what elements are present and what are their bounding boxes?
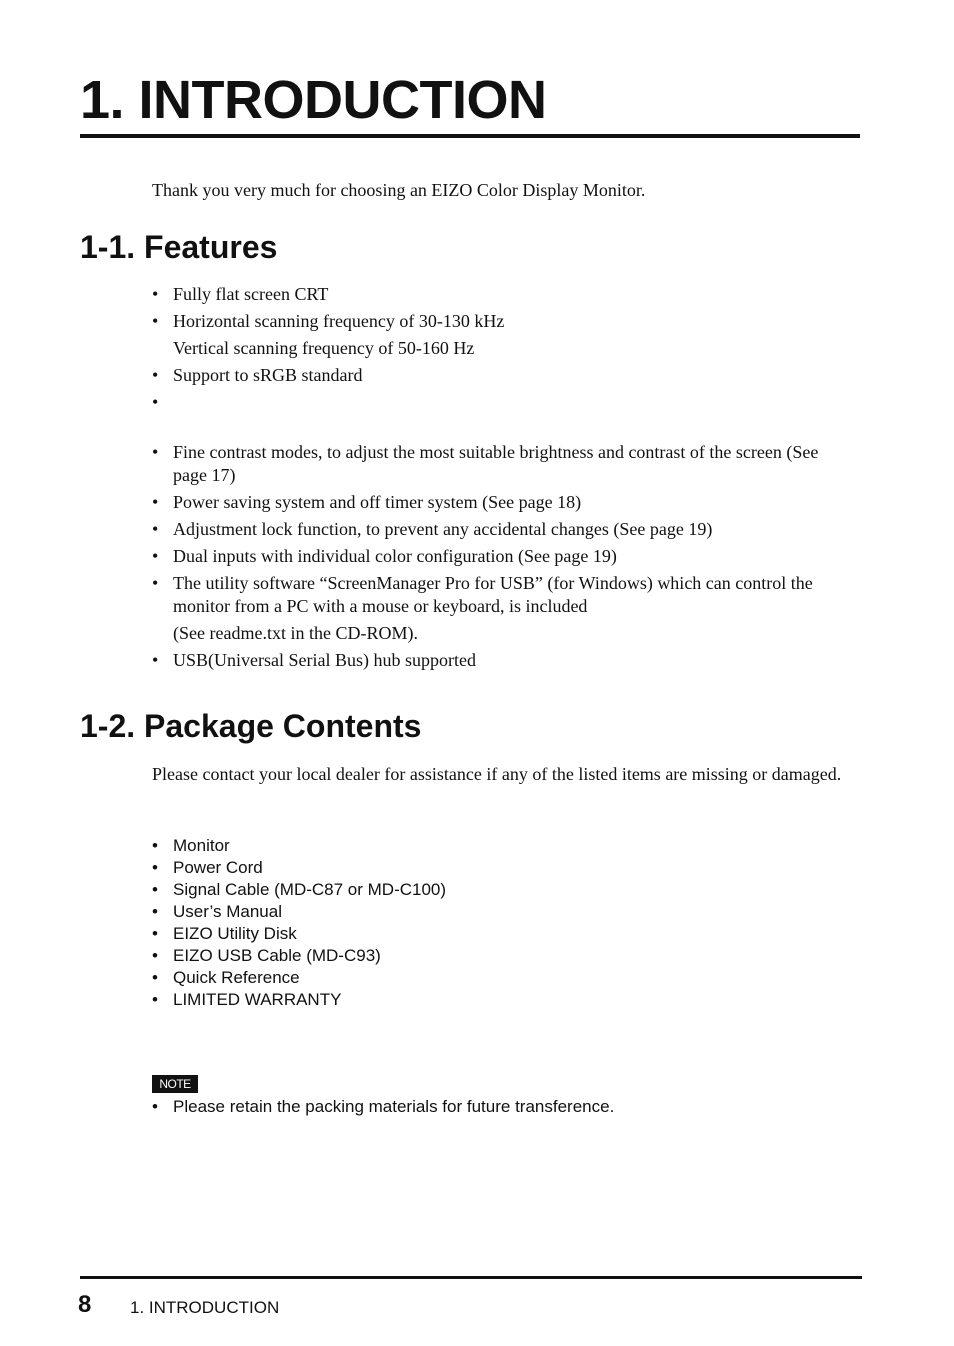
feature-item <box>152 545 842 568</box>
footer-chapter-label: 1. INTRODUCTION <box>130 1298 280 1317</box>
feature-text: Support to sRGB standard <box>173 365 363 385</box>
feature-item <box>152 364 842 387</box>
bullet-icon: • <box>152 442 159 462</box>
page-number: 8 <box>78 1291 92 1318</box>
package-item <box>152 923 446 945</box>
note-badge: NOTE <box>152 1075 198 1093</box>
feature-text: Power saving system and off timer system (See page 18) <box>173 492 582 512</box>
feature-text: Horizontal scanning frequency of 30-130 kHz <box>173 311 505 331</box>
bullet-icon: • <box>152 946 158 965</box>
feature-item <box>152 283 842 306</box>
bullet-icon: • <box>152 836 158 855</box>
bullet-icon: • <box>152 492 159 512</box>
package-item-text: EIZO USB Cable (MD-C93) <box>173 946 381 965</box>
feature-subtext: Vertical scanning frequency of 50-160 Hz <box>173 338 475 358</box>
feature-item <box>152 391 842 437</box>
feature-item <box>152 518 842 541</box>
chapter-title: 1. INTRODUCTION <box>80 68 860 138</box>
package-item <box>152 945 446 967</box>
package-item <box>152 879 446 901</box>
package-contents-list <box>152 835 446 1011</box>
package-item-text: EIZO Utility Disk <box>173 924 297 943</box>
package-item-text: Power Cord <box>173 858 263 877</box>
note-text: Please retain the packing materials for future transference. <box>173 1097 615 1116</box>
bullet-icon: • <box>152 519 159 539</box>
bullet-icon: • <box>152 573 159 593</box>
bullet-icon: • <box>152 392 159 412</box>
package-item-text: Quick Reference <box>173 968 300 987</box>
feature-subtext: (See readme.txt in the CD-ROM). <box>173 623 418 643</box>
features-heading: 1-1. Features <box>80 229 278 265</box>
feature-item <box>152 491 842 514</box>
package-item <box>152 835 446 857</box>
bullet-icon: • <box>152 546 159 566</box>
feature-text: USB(Universal Serial Bus) hub supported <box>173 650 476 670</box>
footer-divider <box>80 1276 862 1279</box>
bullet-icon: • <box>152 365 159 385</box>
package-item <box>152 989 446 1011</box>
package-contents-text: Please contact your local dealer for assistance if any of the listed items are missing or damaged. <box>152 764 842 784</box>
feature-text: Dual inputs with individual color configuration (See page 19) <box>173 546 617 566</box>
feature-item <box>152 572 842 645</box>
package-item-text: Signal Cable (MD-C87 or MD-C100) <box>173 880 447 899</box>
intro-text: Thank you very much for choosing an EIZO Color Display Monitor. <box>152 180 646 200</box>
package-item-text: LIMITED WARRANTY <box>173 990 342 1009</box>
feature-item <box>152 441 842 487</box>
feature-text: Adjustment lock function, to prevent any accidental changes (See page 19) <box>173 519 713 539</box>
feature-item <box>152 310 842 360</box>
feature-item <box>152 649 842 672</box>
bullet-icon: • <box>152 880 158 899</box>
package-item <box>152 901 446 923</box>
note-item <box>152 1096 614 1118</box>
features-list <box>152 283 842 676</box>
bullet-icon: • <box>152 858 158 877</box>
package-item-text: Monitor <box>173 836 230 855</box>
bullet-icon: • <box>152 284 159 304</box>
bullet-icon: • <box>152 968 158 987</box>
bullet-icon: • <box>152 650 159 670</box>
bullet-icon: • <box>152 990 158 1009</box>
feature-text: The utility software “ScreenManager Pro for USB” (for Windows) which can control the monitor from a PC with a mouse or keyboard, is included <box>173 573 813 616</box>
bullet-icon: • <box>152 1097 158 1116</box>
feature-text: Fine contrast modes, to adjust the most suitable brightness and contrast of the screen (See page 17) <box>173 442 819 485</box>
bullet-icon: • <box>152 902 158 921</box>
bullet-icon: • <box>152 924 158 943</box>
package-item-text: User’s Manual <box>173 902 282 921</box>
package-item <box>152 857 446 879</box>
bullet-icon: • <box>152 311 159 331</box>
package-item <box>152 967 446 989</box>
package-contents-heading: 1-2. Package Contents <box>80 708 422 744</box>
feature-text: Fully flat screen CRT <box>173 284 329 304</box>
